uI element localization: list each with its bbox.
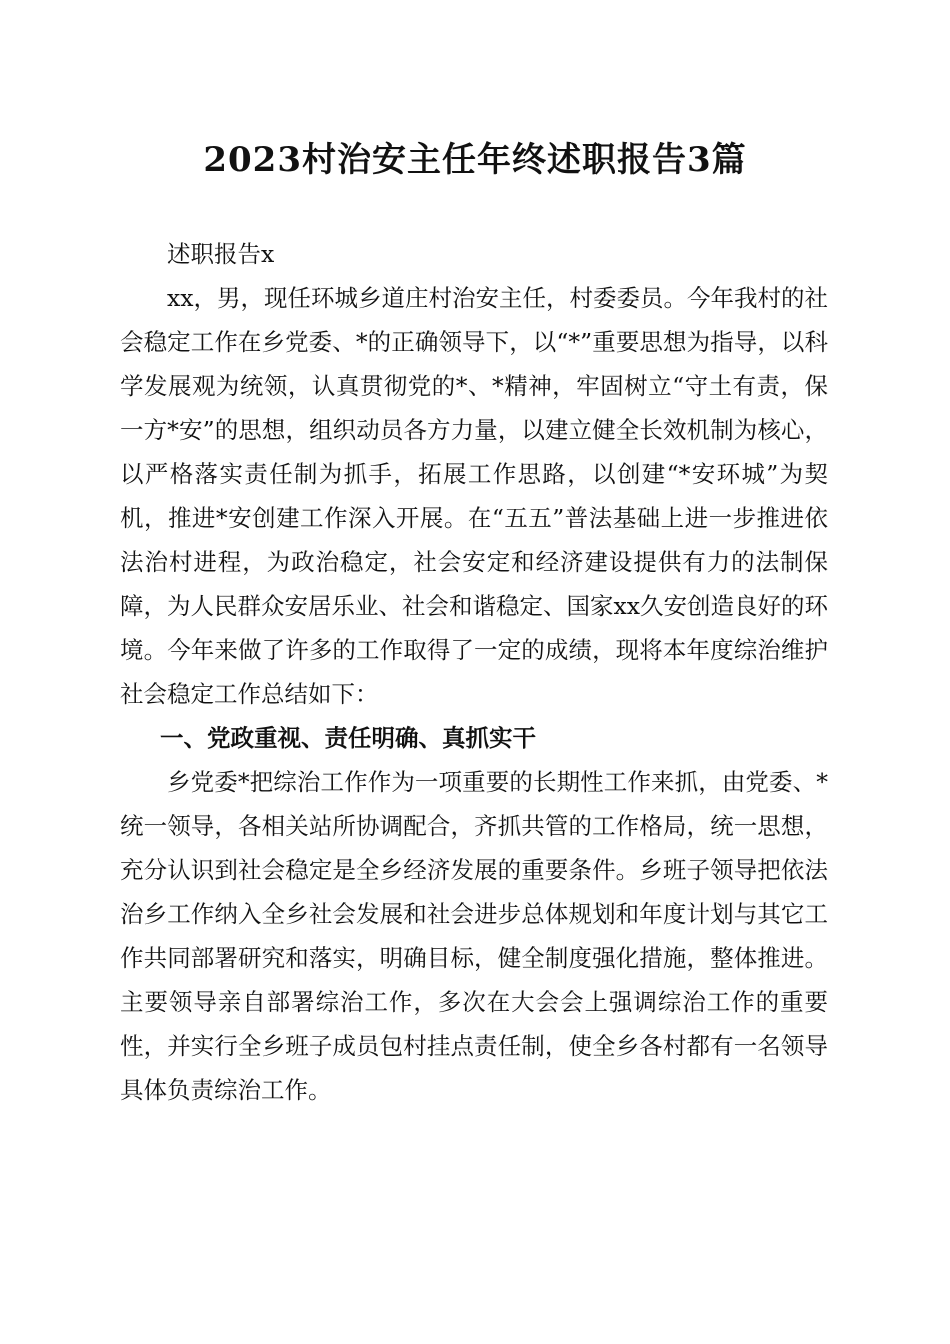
section-heading: 一、党政重视、责任明确、真抓实干 [160,724,536,752]
document-subtitle: 述职报告x [167,240,275,268]
section-paragraph: 乡党委*把综治工作作为一项重要的长期性工作来抓，由党委、*统一领导，各相关站所协调配合，齐抓共管的工作格局，统一思想，充分认识到社会稳定是全乡经济发展的重要条件。乡班子领导把依法治乡工作纳入全乡社会发展和社会进步总体规划和年度计划与其它工作共同部署研究和落实，明确目标，健全制度强化措施，整体推进。主要领导亲自部署综治工作，多次在大会会上强调综治工作的重要性，并实行全乡班子成员包村挂点责任制，使全乡各村都有一名领导具体负责综治工作。 [120,768,828,1104]
intro-paragraph: xx，男，现任环城乡道庄村治安主任，村委委员。今年我村的社会稳定工作在乡党委、*的正确领导下，以“*”重要思想为指导，以科学发展观为统领，认真贯彻党的*、*精神，牢固树立“守土有责，保一方*安”的思想，组织动员各方力量，以建立健全长效机制为核心，以严格落实责任制为抓手，拓展工作思路，以创建“*安环城”为契机，推进*安创建工作深入开展。在“五五”普法基础上进一步推进依法治村进程，为政治稳定，社会安定和经济建设提供有力的法制保障，为人民群众安居乐业、社会和谐稳定、国家xx久安创造良好的环境。今年来做了许多的工作取得了一定的成绩，现将本年度综治维护社会稳定工作总结如下： [120,284,829,708]
document-title: 2023村治安主任年终述职报告3篇 [203,140,747,180]
document-body [120,232,828,1112]
